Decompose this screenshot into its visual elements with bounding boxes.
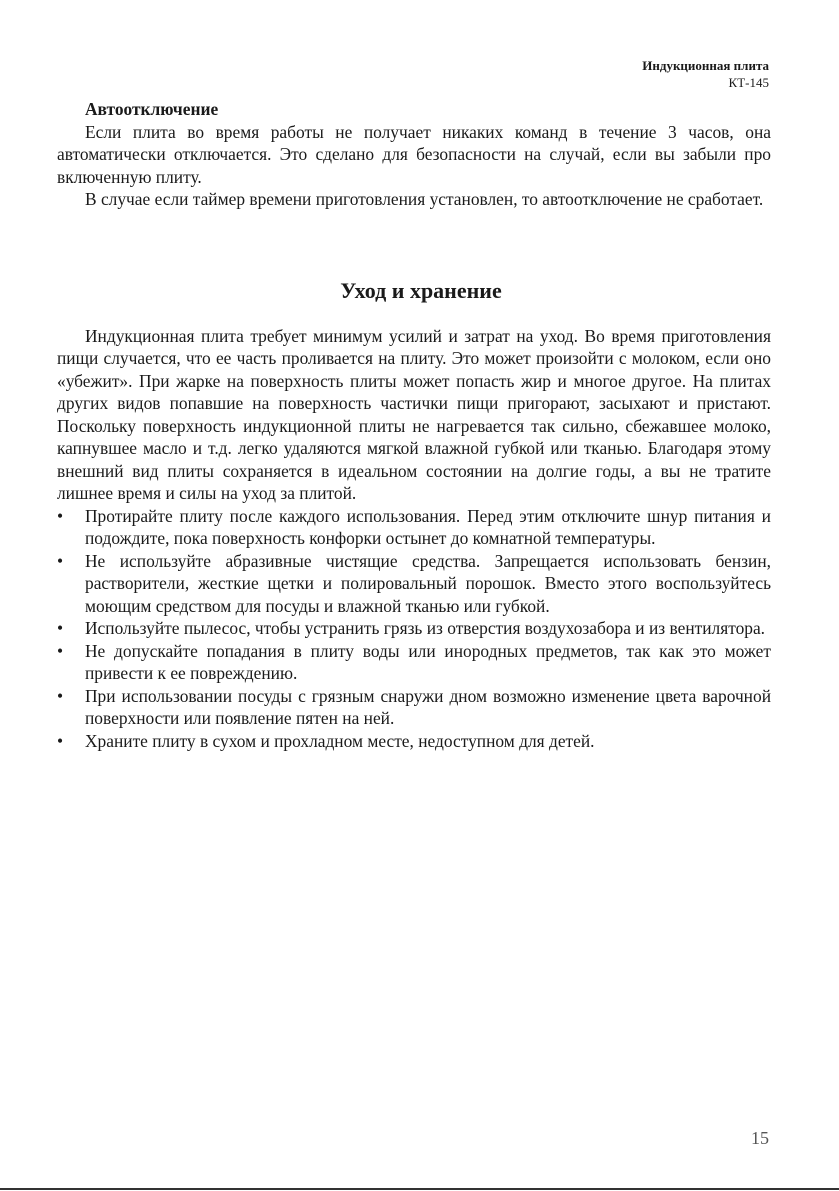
autooff-paragraph: Если плита во время работы не получает никаких команд в течение 3 часов, она автоматически отключается. Это сделано для безопасности на случай, если вы забыли про включенную плиту. [57,121,771,187]
header-model: КТ-145 [728,75,769,90]
bullet-icon: • [57,730,64,751]
page-bottom-border [0,1188,839,1190]
list-item [57,685,771,730]
page-number: 15 [751,1128,769,1148]
list-item-text: Храните плиту в сухом и прохладном месте, недоступном для детей. [85,730,595,751]
page-header [642,57,769,91]
list-item [57,640,771,685]
list-item [57,617,771,640]
bullet-icon: • [57,550,64,571]
page-content [57,98,771,752]
care-intro: Индукционная плита требует минимум усилий и затрат на уход. Во время приготовления пищи случается, что ее часть проливается на плиту. Это может произойти с молоком, если оно «убежит». При жарке на поверхность плиты может попасть жир и многое другое. На плитах других видов попавшие на поверхность частички пищи пригорают, засыхают и пристают. Поскольку поверхность индукционной плиты не нагревается так сильно, сбежавшее молоко, капнувшее масло и т.д. легко удаляются мягкой влажной губкой или тканью. Благодаря этому внешний вид плиты сохраняется в идеальном состоянии на долгие годы, а вы не тратите лишнее время и силы на уход за плитой. [57,325,771,503]
header-title: Индукционная плита [642,58,769,73]
bullet-icon: • [57,618,64,638]
list-item [57,550,771,618]
list-item-text: Протирайте плиту после каждого использования. Перед этим отключите шнур питания и подождите, пока поверхность конфорки остынет до комнатной температуры. [85,505,771,548]
list-item [57,505,771,550]
list-item [57,730,771,753]
list-item-text: Используйте пылесос, чтобы устранить грязь из отверстия воздухозабора и из вентилятора. [85,618,766,638]
bullet-icon: • [57,505,64,526]
list-item-text: Не допускайте попадания в плиту воды или инородных предметов, так как это может привести к ее повреждению. [85,640,771,683]
care-list [57,505,771,753]
list-item-text: При использовании посуды с грязным снаружи дном возможно изменение цвета варочной поверхности или появление пятен на ней. [85,685,771,728]
bullet-icon: • [57,640,64,661]
list-item-text: Не используйте абразивные чистящие средства. Запрещается использовать бензин, растворители, жесткие щетки и полировальный порошок. Вместо этого воспользуйтесь моющим средством для посуды и влажной тканью или губкой. [85,550,771,616]
autooff-heading: Автоотключение [85,99,219,119]
autooff-paragraph: В случае если таймер времени приготовления установлен, то автоотключение не сработает. [85,189,764,209]
bullet-icon: • [57,685,64,706]
section-title: Уход и хранение [340,277,502,303]
